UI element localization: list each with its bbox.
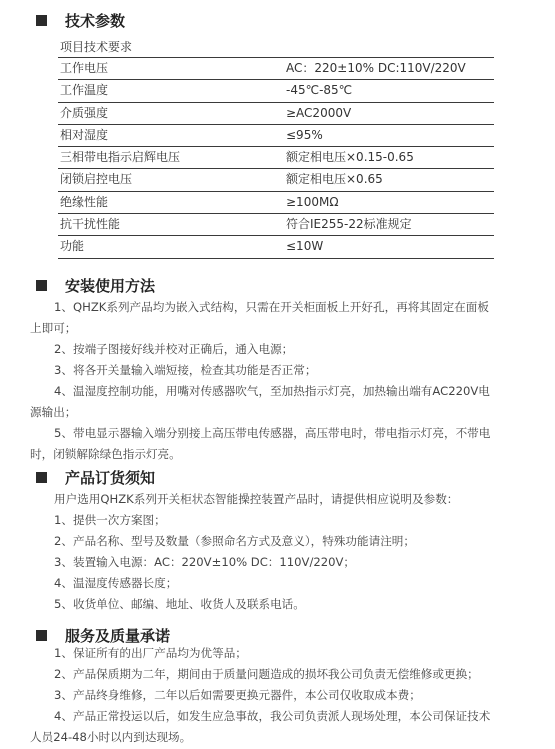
section-title: 服务及质量承诺 xyxy=(65,627,171,645)
section-title: 安装使用方法 xyxy=(65,277,156,295)
square-bullet-icon xyxy=(36,15,47,26)
spec-value: 额定相电压×0.15-0.65 xyxy=(286,150,414,165)
spec-key: 工作电压 xyxy=(60,61,109,75)
table-row xyxy=(58,192,494,214)
table-row xyxy=(58,169,494,191)
spec-value: ≤10W xyxy=(286,239,324,254)
table-row xyxy=(58,125,494,147)
list-item: 1、保证所有的出厂产品均为优等品； xyxy=(54,646,247,660)
list-item: 2、按端子图接好线并校对正确后，通入电源； xyxy=(54,342,294,356)
spec-key: 三相带电指示启辉电压 xyxy=(60,150,181,165)
list-item: 1、QHZK系列产品均为嵌入式结构，只需在开关柜面板上开好孔，再将其固定在面板上即可； xyxy=(30,300,489,335)
section-heading-order xyxy=(36,467,155,488)
square-bullet-icon xyxy=(36,280,47,291)
spec-key: 工作温度 xyxy=(60,83,109,98)
list-item: 2、产品保质期为二年，期间由于质量问题造成的损坏我公司负责无偿维修或更换； xyxy=(54,667,479,681)
spec-value: 额定相电压×0.65 xyxy=(286,172,383,187)
list-item: 2、产品名称、型号及数量（参照命名方式及意义），特殊功能请注明； xyxy=(54,534,415,548)
list-item: 4、温湿度传感器长度； xyxy=(54,576,178,590)
section-title: 产品订货须知 xyxy=(65,469,156,487)
spec-key: 绝缘性能 xyxy=(60,194,109,209)
list-item: 3、装置输入电源：AC：220V±10% DC：110V/220V； xyxy=(54,555,356,569)
install-instructions xyxy=(30,297,500,465)
table-row xyxy=(58,57,494,80)
table-row xyxy=(58,236,494,258)
spec-key: 功能 xyxy=(60,239,85,254)
spec-key: 抗干扰性能 xyxy=(60,217,121,232)
table-row xyxy=(58,214,494,236)
list-item: 4、温湿度控制功能，用嘴对传感器吹气，至加热指示灯亮，加热输出端有AC220V电源输出； xyxy=(30,384,490,419)
list-item: 3、产品终身维修，二年以后如需要更换元器件，本公司仅收取成本费； xyxy=(54,688,421,702)
section-heading-specs xyxy=(36,10,125,31)
square-bullet-icon xyxy=(36,630,47,641)
service-commitments xyxy=(30,643,500,748)
list-item: 4、产品正常投运以后，如发生应急事故，我公司负责派人现场处理，本公司保证技术人员24-48小时以内到达现场。 xyxy=(30,709,491,744)
spec-value: -45℃-85℃ xyxy=(286,83,353,98)
spec-value: AC：220±10% DC:110V/220V xyxy=(286,61,466,75)
order-intro: 用户选用QHZK系列开关柜状态智能操控装置产品时，请提供相应说明及参数： xyxy=(54,492,459,506)
square-bullet-icon xyxy=(36,472,47,483)
table-row xyxy=(58,80,494,102)
spec-key: 闭锁启控电压 xyxy=(60,172,133,187)
order-instructions xyxy=(30,489,500,615)
spec-value: 符合IE255-22标准规定 xyxy=(286,217,412,232)
table-row xyxy=(58,147,494,169)
section-heading-install xyxy=(36,275,155,296)
table-row xyxy=(58,103,494,125)
list-item: 1、提供一次方案图； xyxy=(54,513,166,527)
list-item: 5、带电显示器输入端分别接上高压带电传感器，高压带电时，带电指示灯亮，不带电时，闭锁解除绿色指示灯亮。 xyxy=(30,426,491,461)
spec-key: 相对湿度 xyxy=(60,127,109,142)
list-item: 3、将各开关量输入端短接，检查其功能是否正常； xyxy=(54,363,317,377)
spec-key: 介质强度 xyxy=(60,105,109,120)
spec-table xyxy=(58,57,494,259)
spec-table-header: 项目技术要求 xyxy=(60,40,133,54)
section-title: 技术参数 xyxy=(65,12,126,30)
spec-value: ≥100MΩ xyxy=(286,194,339,209)
spec-value: ≥AC2000V xyxy=(286,105,352,120)
list-item: 5、收货单位、邮编、地址、收货人及联系电话。 xyxy=(54,597,305,611)
spec-value: ≤95% xyxy=(286,127,323,142)
